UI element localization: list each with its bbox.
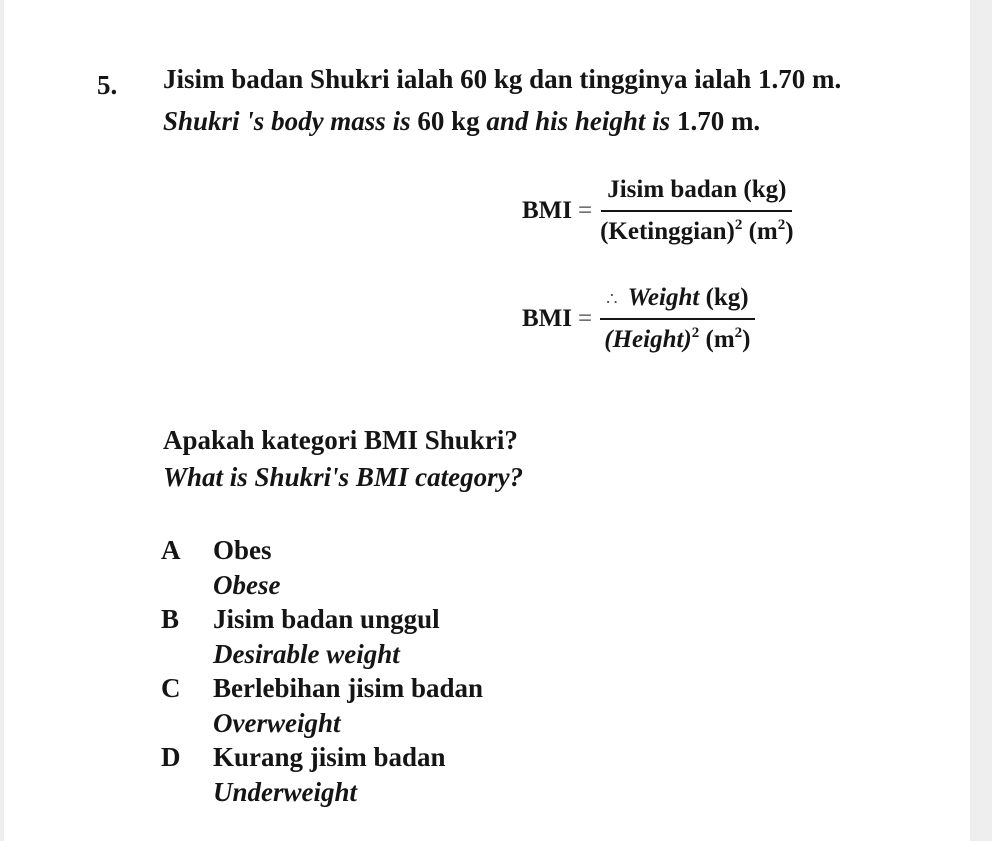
question-stem-malay: Jisim badan Shukri ialah 60 kg dan tingginya ialah 1.70 m. [163, 64, 842, 94]
formula-lhs: BMI [522, 197, 572, 224]
formula-equals: = [578, 305, 593, 332]
option-text-english: Overweight [213, 708, 341, 738]
formula-numerator [600, 284, 755, 320]
option-text-english: Underweight [213, 777, 358, 807]
formula-fraction [600, 284, 755, 354]
option-text-malay: Berlebihan jisim badan [213, 673, 484, 703]
prompt-malay: Apakah kategori BMI Shukri? [163, 425, 518, 455]
stem-en-part-1: Shukri 's body mass is [163, 106, 418, 136]
option-text-malay: Kurang jisim badan [213, 742, 446, 772]
option-text-malay: Jisim badan unggul [213, 604, 440, 634]
formula-fraction [600, 176, 793, 246]
question-stem-english [163, 106, 760, 137]
option-text-english: Desirable weight [213, 639, 400, 669]
question-number: 5. [97, 70, 118, 100]
den-term: (Ketinggian) [600, 218, 735, 245]
den-unit-exponent: 2 [777, 217, 786, 233]
option-letter: A [161, 535, 181, 565]
den-unit-open: (m [742, 218, 778, 245]
exam-paper [4, 0, 970, 841]
formula-equals: = [578, 197, 593, 224]
num-unit: (kg) [699, 284, 749, 311]
option-letter: B [161, 604, 180, 634]
den-exponent: 2 [734, 217, 743, 233]
option-text-english: Obese [213, 570, 281, 600]
bmi-formula-english [522, 284, 755, 354]
formula-numerator: Jisim badan (kg) [601, 176, 792, 212]
option-letter: C [161, 673, 181, 703]
den-term: (Height) [604, 326, 692, 353]
therefore-symbol: ∴ [606, 289, 618, 309]
bmi-formula-malay [522, 176, 794, 246]
den-unit-close: ) [742, 326, 751, 353]
option-text-malay: Obes [213, 535, 272, 565]
stem-en-part-2: and his height is [479, 106, 677, 136]
formula-lhs: BMI [522, 305, 572, 332]
stem-en-height: 1.70 m. [676, 106, 761, 136]
option-letter: D [161, 742, 181, 772]
den-exponent: 2 [691, 325, 700, 341]
num-term: Weight [627, 284, 700, 311]
den-unit-close: ) [785, 218, 794, 245]
prompt-english: What is Shukri's BMI category? [163, 462, 524, 492]
den-unit-exponent: 2 [734, 325, 743, 341]
den-unit-open: (m [699, 326, 735, 353]
formula-denominator [600, 212, 793, 246]
formula-denominator [604, 320, 750, 354]
stem-en-mass: 60 kg [417, 106, 480, 136]
